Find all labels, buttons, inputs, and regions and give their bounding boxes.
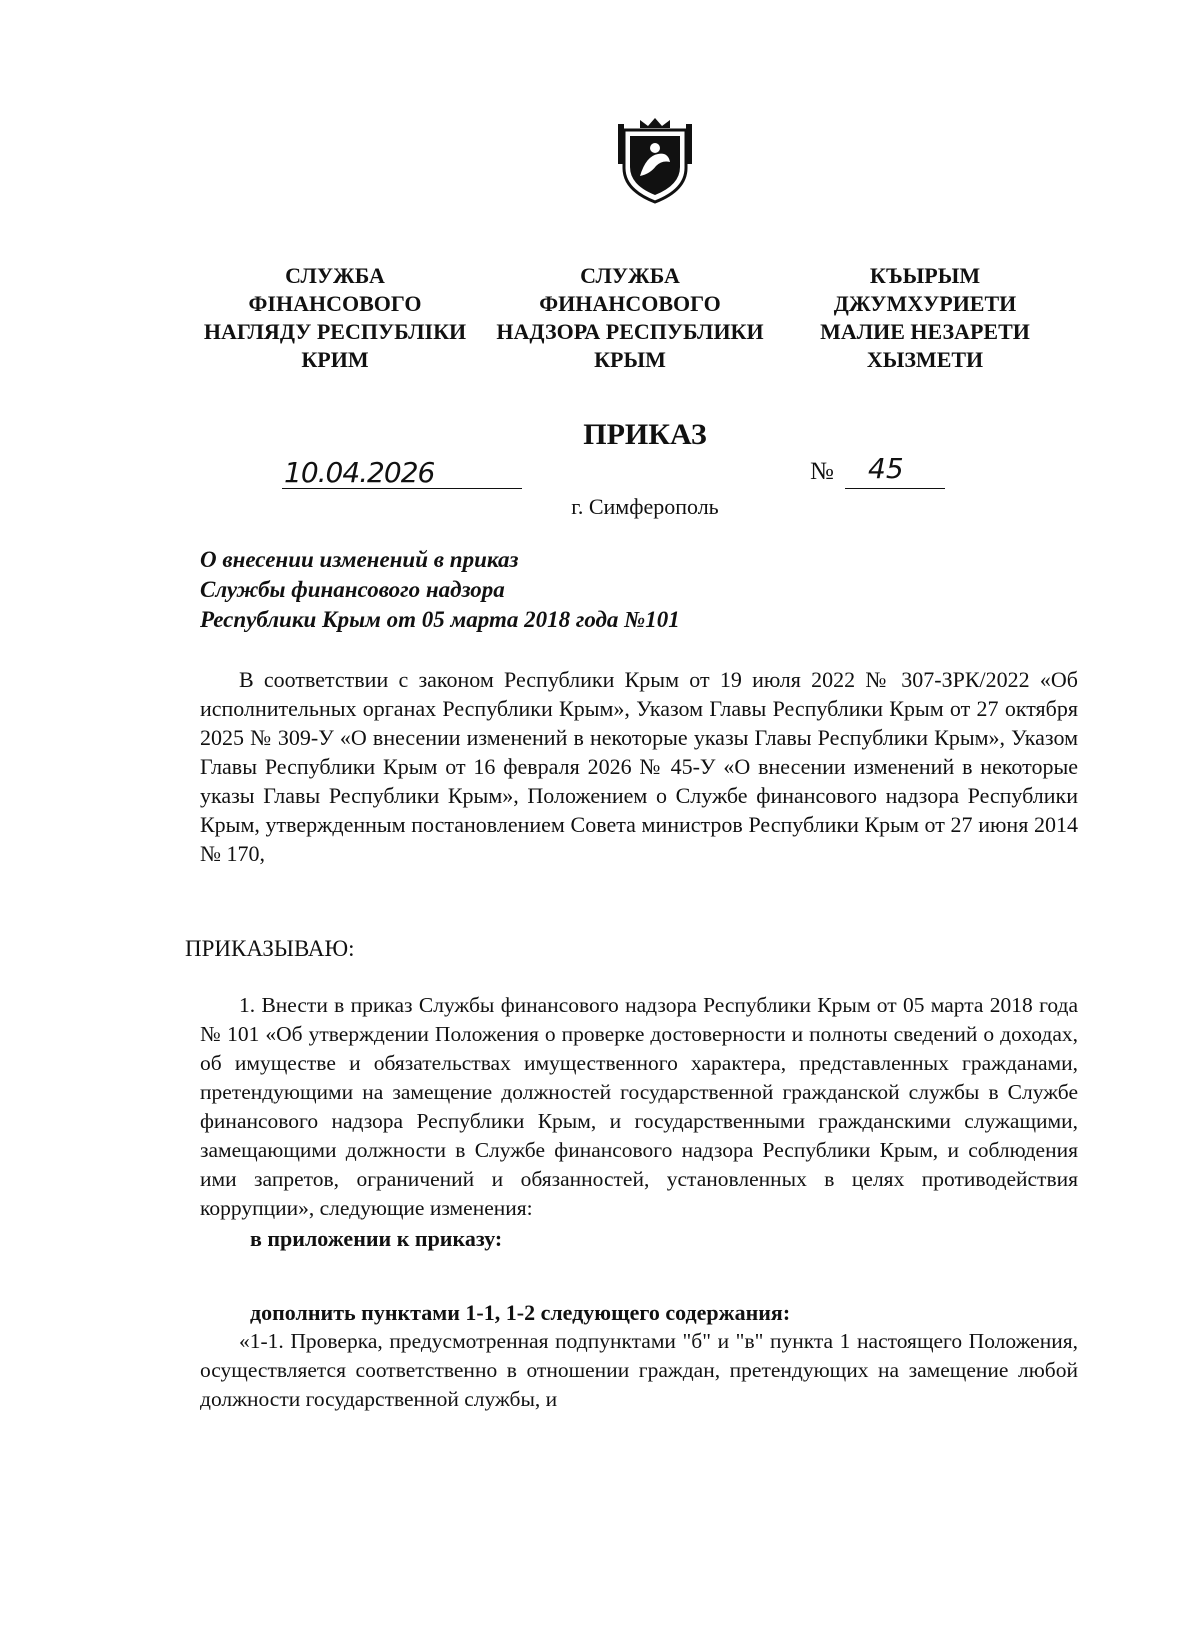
document-title: ПРИКАЗ [583,418,707,451]
preamble-paragraph: В соответствии с законом Республики Крым от 19 июля 2022 № 307-ЗРК/2022 «Об исполнительных органах Республики Крым», Указом Главы Республики Крым от 27 октября 2025 № 309-У «О внесении изменений в некоторые указы Главы Республики Крым», Указом Главы Республики Крым от 16 февраля 2026 № 45-У «О внесении изменений в некоторые указы Главы Республики Крым», Положением о Службе финансового надзора Республики Крым, утвержденным постановлением Совета министров Республики Крым от 27 июня 2014 № 170, [200,667,1078,866]
org-line: МАЛИЕ НЕЗАРЕТИ [820,319,1030,344]
order-word: ПРИКАЗЫВАЮ: [185,936,355,961]
org-name-russian [485,262,775,374]
org-line: ФІНАНСОВОГО [248,291,422,316]
org-name-ukrainian [190,262,480,374]
org-line: СЛУЖБА [285,263,385,288]
org-line: ДЖУМХУРИЕТИ [833,291,1017,316]
city-name: г. Симферополь [571,494,719,519]
org-line: КЪЫРЫМ [869,263,981,288]
item-1-paragraph: 1. Внести в приказ Службы финансового надзора Республики Крым от 05 марта 2018 года № 101 «Об утверждении Положения о проверке достоверности и полноты сведений о доходах, об имуществе и обязательствах имущественного характера, представленных гражданами, претендующими на замещение должностей государственной гражданской службы в Службе финансового надзора Республики Крым, и государственными гражданскими служащими, замещающими должности в Службе финансового надзора Республики Крым, и соблюдения ими запретов, ограничений и обязанностей, установленных в целях противодействия коррупции», следующие изменения: [200,993,1078,1220]
org-name-crimean-tatar [780,262,1070,374]
number-label: № [810,458,834,485]
subject-line: Службы финансового надзора [200,577,505,602]
org-line: ФИНАНСОВОГО [539,291,721,316]
handwritten-number: 45 [868,452,904,485]
org-line: КРЫМ [594,347,666,372]
coat-of-arms-icon [610,116,700,206]
org-line: ХЫЗМЕТИ [866,347,984,372]
handwritten-date: 10.04.2026 [284,456,435,489]
order-subject [200,545,680,635]
org-line: СЛУЖБА [580,263,680,288]
annex-line: в приложении к приказу: [250,1226,503,1251]
org-line: КРИМ [301,347,369,372]
supplement-line: дополнить пунктами 1-1, 1-2 следующего содержания: [250,1300,791,1325]
header-organization-names [190,262,1070,374]
subject-line: О внесении изменений в приказ [200,547,519,572]
org-line: НАГЛЯДУ РЕСПУБЛІКИ [203,319,467,344]
org-line: НАДЗОРА РЕСПУБЛИКИ [496,319,764,344]
subject-line: Республики Крым от 05 марта 2018 года №101 [200,607,680,632]
item-1-1-paragraph: «1-1. Проверка, предусмотренная подпунктами "б" и "в" пункта 1 настоящего Положения, осуществляется соответственно в отношении граждан, претендующих на замещение любой должности государственной службы, и [200,1329,1078,1411]
